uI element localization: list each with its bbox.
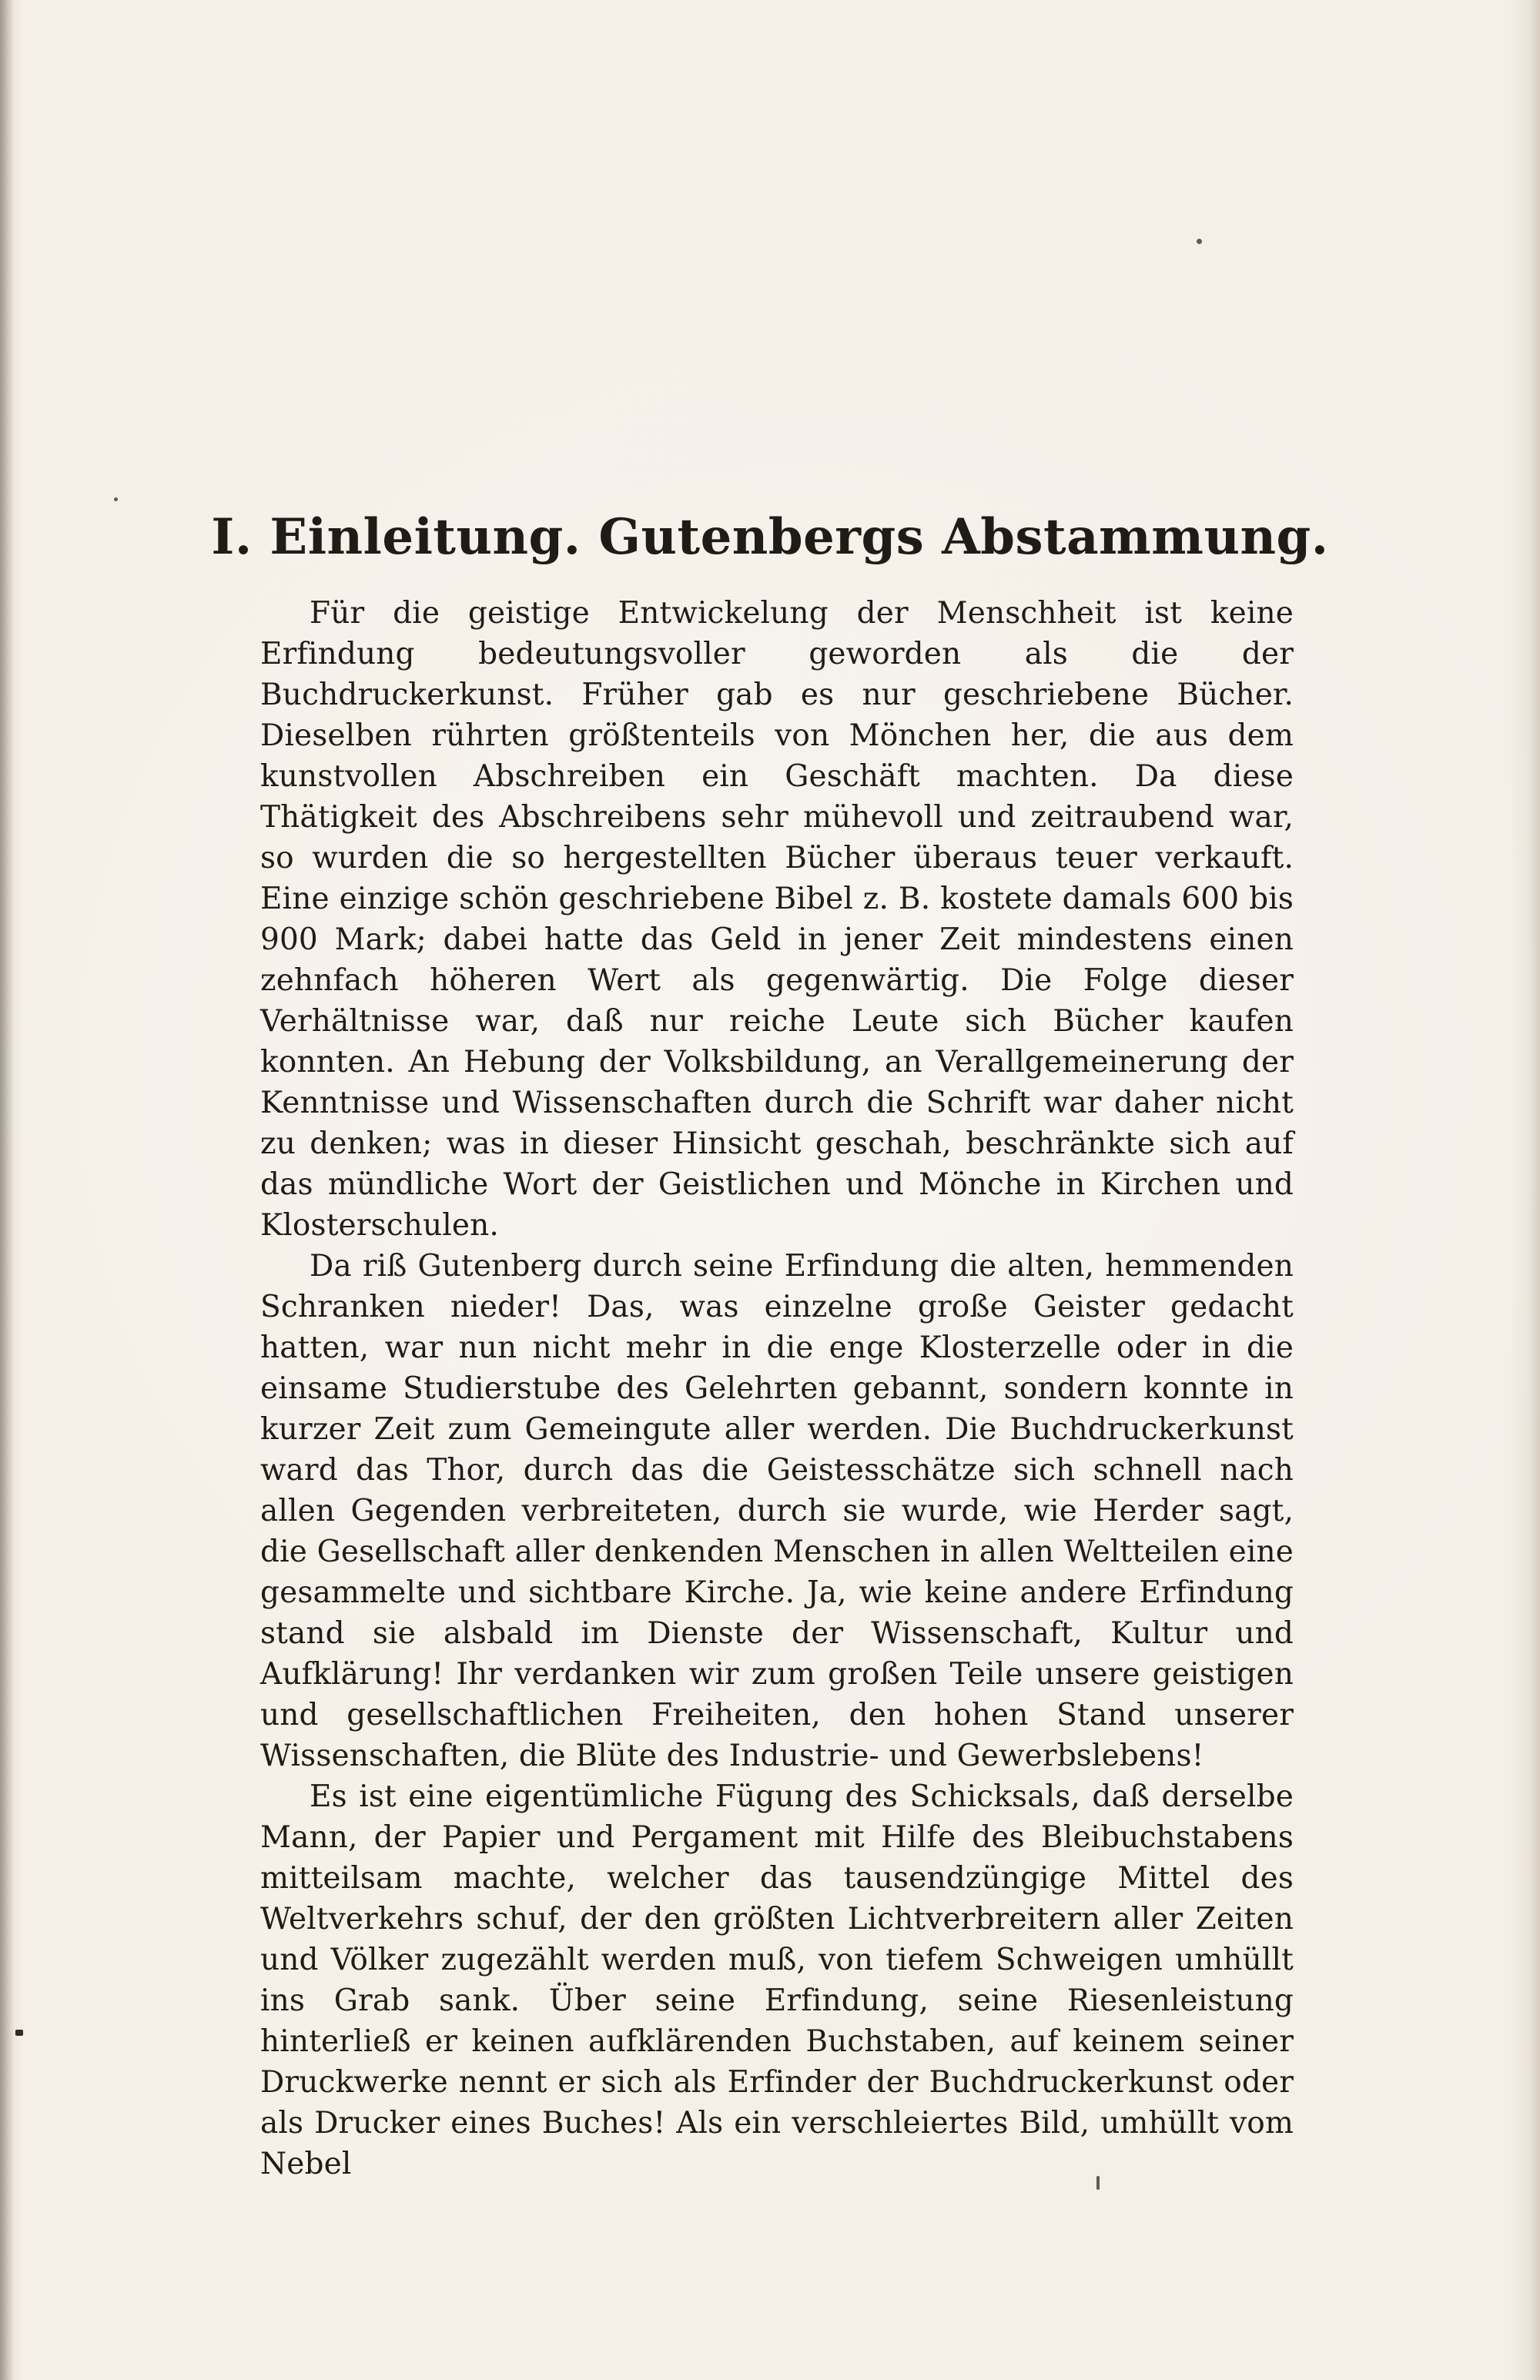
paragraph-1: Für die geistige Entwickelung der Menschheit ist keine Erfindung bedeutungsvoller geworden als die der Buchdruckerkunst. Früher gab es nur geschriebene Bücher. Dieselben rührten größtenteils von Mönchen her, die aus dem kunstvollen Abschreiben ein Geschäft machten. Da diese Thätigkeit des Abschreibens sehr mühevoll und zeitraubend war, so wurden die so hergestellten Bücher überaus teuer verkauft. Eine einzige schön geschriebene Bibel z. B. kostete damals 600 bis 900 Mark; dabei hatte das Geld in jener Zeit mindestens einen zehnfach höheren Wert als gegenwärtig. Die Folge dieser Verhältnisse war, daß nur reiche Leute sich Bücher kaufen konnten. An Hebung der Volksbildung, an Verallgemeinerung der Kenntnisse und Wissenschaften durch die Schrift war daher nicht zu denken; was in dieser Hinsicht geschah, beschränkte sich auf das mündliche Wort der Geistlichen und Mönche in Kirchen und Klosterschulen.	[260, 596, 1294, 1243]
paragraph-2: Da riß Gutenberg durch seine Erfindung die alten, hemmenden Schranken nieder! Das, was einzelne große Geister gedacht hatten, war nun nicht mehr in die enge Klosterzelle oder in die einsame Studierstube des Gelehrten gebannt, sondern konnte in kurzer Zeit zum Gemeingute aller werden. Die Buchdruckerkunst ward das Thor, durch das die Geistesschätze sich schnell nach allen Gegenden verbreiteten, durch sie wurde, wie Herder sagt, die Gesellschaft aller denkenden Menschen in allen Weltteilen eine gesammelte und sichtbare Kirche. Ja, wie keine andere Erfindung stand sie alsbald im Dienste der Wissenschaft, Kultur und Aufklärung! Ihr verdanken wir zum großen Teile unsere geistigen und gesellschaftlichen Freiheiten, den hohen Stand unserer Wissenschaften, die Blüte des Industrie- und Gewerbslebens!	[260, 1249, 1294, 1773]
ink-speck	[15, 2030, 23, 2036]
ink-speck	[114, 497, 118, 501]
paragraph-3: Es ist eine eigentümliche Fügung des Schicksals, daß derselbe Mann, der Papier und Pergament mit Hilfe des Bleibuchstabens mitteilsam machte, welcher das tausendzüngige Mittel des Weltverkehrs schuf, der den größten Lichtverbreitern aller Zeiten und Völker zugezählt werden muß, von tiefem Schweigen umhüllt ins Grab sank. Über seine Erfindung, seine Riesenleistung hinterließ er keinen aufklärenden Buchstaben, auf keinem seiner Druckwerke nennt er sich als Erfinder der Buchdruckerkunst oder als Drucker eines Buches! Als ein verschleiertes Bild, umhüllt vom Nebel	[260, 1779, 1294, 2181]
chapter-title: I. Einleitung. Gutenbergs Abstammung.	[211, 508, 1329, 566]
body-text	[260, 593, 1294, 2184]
ink-speck	[1197, 239, 1202, 244]
page-edge-shadow	[0, 0, 14, 2380]
